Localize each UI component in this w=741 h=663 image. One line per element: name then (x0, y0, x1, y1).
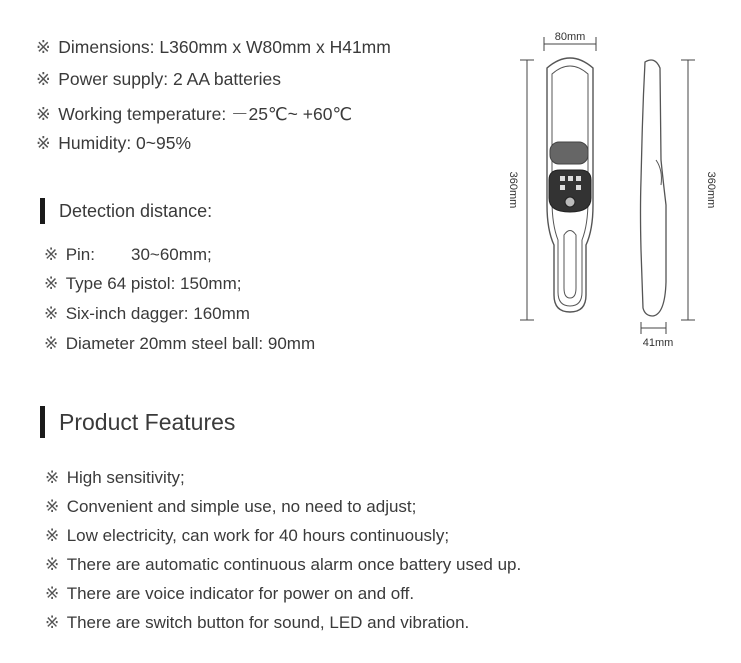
bullet-mark: ※ (45, 613, 60, 632)
feature-item: ※ There are voice indicator for power on and off. (45, 584, 415, 603)
spec-humidity: ※ Humidity: 0~95% (36, 133, 192, 153)
bullet-mark: ※ (44, 334, 59, 353)
bullet-mark: ※ (44, 304, 59, 323)
bullet-mark: ※ (45, 526, 60, 545)
feature-item: ※ There are automatic continuous alarm once battery used up. (45, 555, 522, 574)
led-icon (560, 176, 565, 181)
bullet-mark: ※ (36, 37, 51, 57)
product-dimension-diagram (500, 20, 720, 360)
product-features-heading: Product Features (40, 406, 235, 438)
power-button-icon (565, 197, 575, 207)
bullet-mark: ※ (45, 468, 60, 487)
detection-distance-heading: Detection distance: (40, 198, 212, 224)
spec-working-temperature: ※ Working temperature: －25℃~ +60℃ (36, 104, 353, 124)
bullet-mark: ※ (45, 555, 60, 574)
led-icon (576, 185, 581, 190)
detector-front-view (547, 58, 593, 312)
heading-bar (40, 198, 45, 224)
led-icon (576, 176, 581, 181)
detector-side-view (641, 60, 667, 316)
feature-item: ※ Convenient and simple use, no need to adjust; (45, 497, 417, 516)
led-icon (560, 185, 565, 190)
bullet-mark: ※ (36, 104, 51, 124)
bullet-mark: ※ (44, 245, 59, 264)
led-icon (568, 176, 573, 181)
feature-item: ※ High sensitivity; (45, 468, 185, 487)
width-label: 80mm (554, 31, 586, 43)
bullet-mark: ※ (44, 274, 59, 293)
bullet-mark: ※ (36, 69, 51, 89)
feature-item: ※ There are switch button for sound, LED and vibration. (45, 613, 470, 632)
heading-bar (40, 406, 45, 438)
side-height-label: 360mm (705, 171, 717, 209)
depth-label: 41mm (642, 337, 674, 349)
bullet-mark: ※ (45, 497, 60, 516)
front-height-label: 360mm (507, 171, 519, 209)
speaker-grille-icon (550, 142, 588, 164)
feature-item: ※ Low electricity, can work for 40 hours continuously; (45, 526, 450, 545)
bullet-mark: ※ (45, 584, 60, 603)
detection-item-pistol: ※ Type 64 pistol: 150mm; (44, 274, 242, 293)
spec-dimensions: ※ Dimensions: L360mm x W80mm x H41mm (36, 37, 391, 57)
detection-item-dagger: ※ Six-inch dagger: 160mm (44, 304, 250, 323)
bullet-mark: ※ (36, 133, 51, 153)
spec-power-supply: ※ Power supply: 2 AA batteries (36, 69, 282, 89)
detection-item-steel-ball: ※ Diameter 20mm steel ball: 90mm (44, 334, 316, 353)
detection-item-pin: ※ Pin: 30~60mm; (44, 245, 212, 264)
